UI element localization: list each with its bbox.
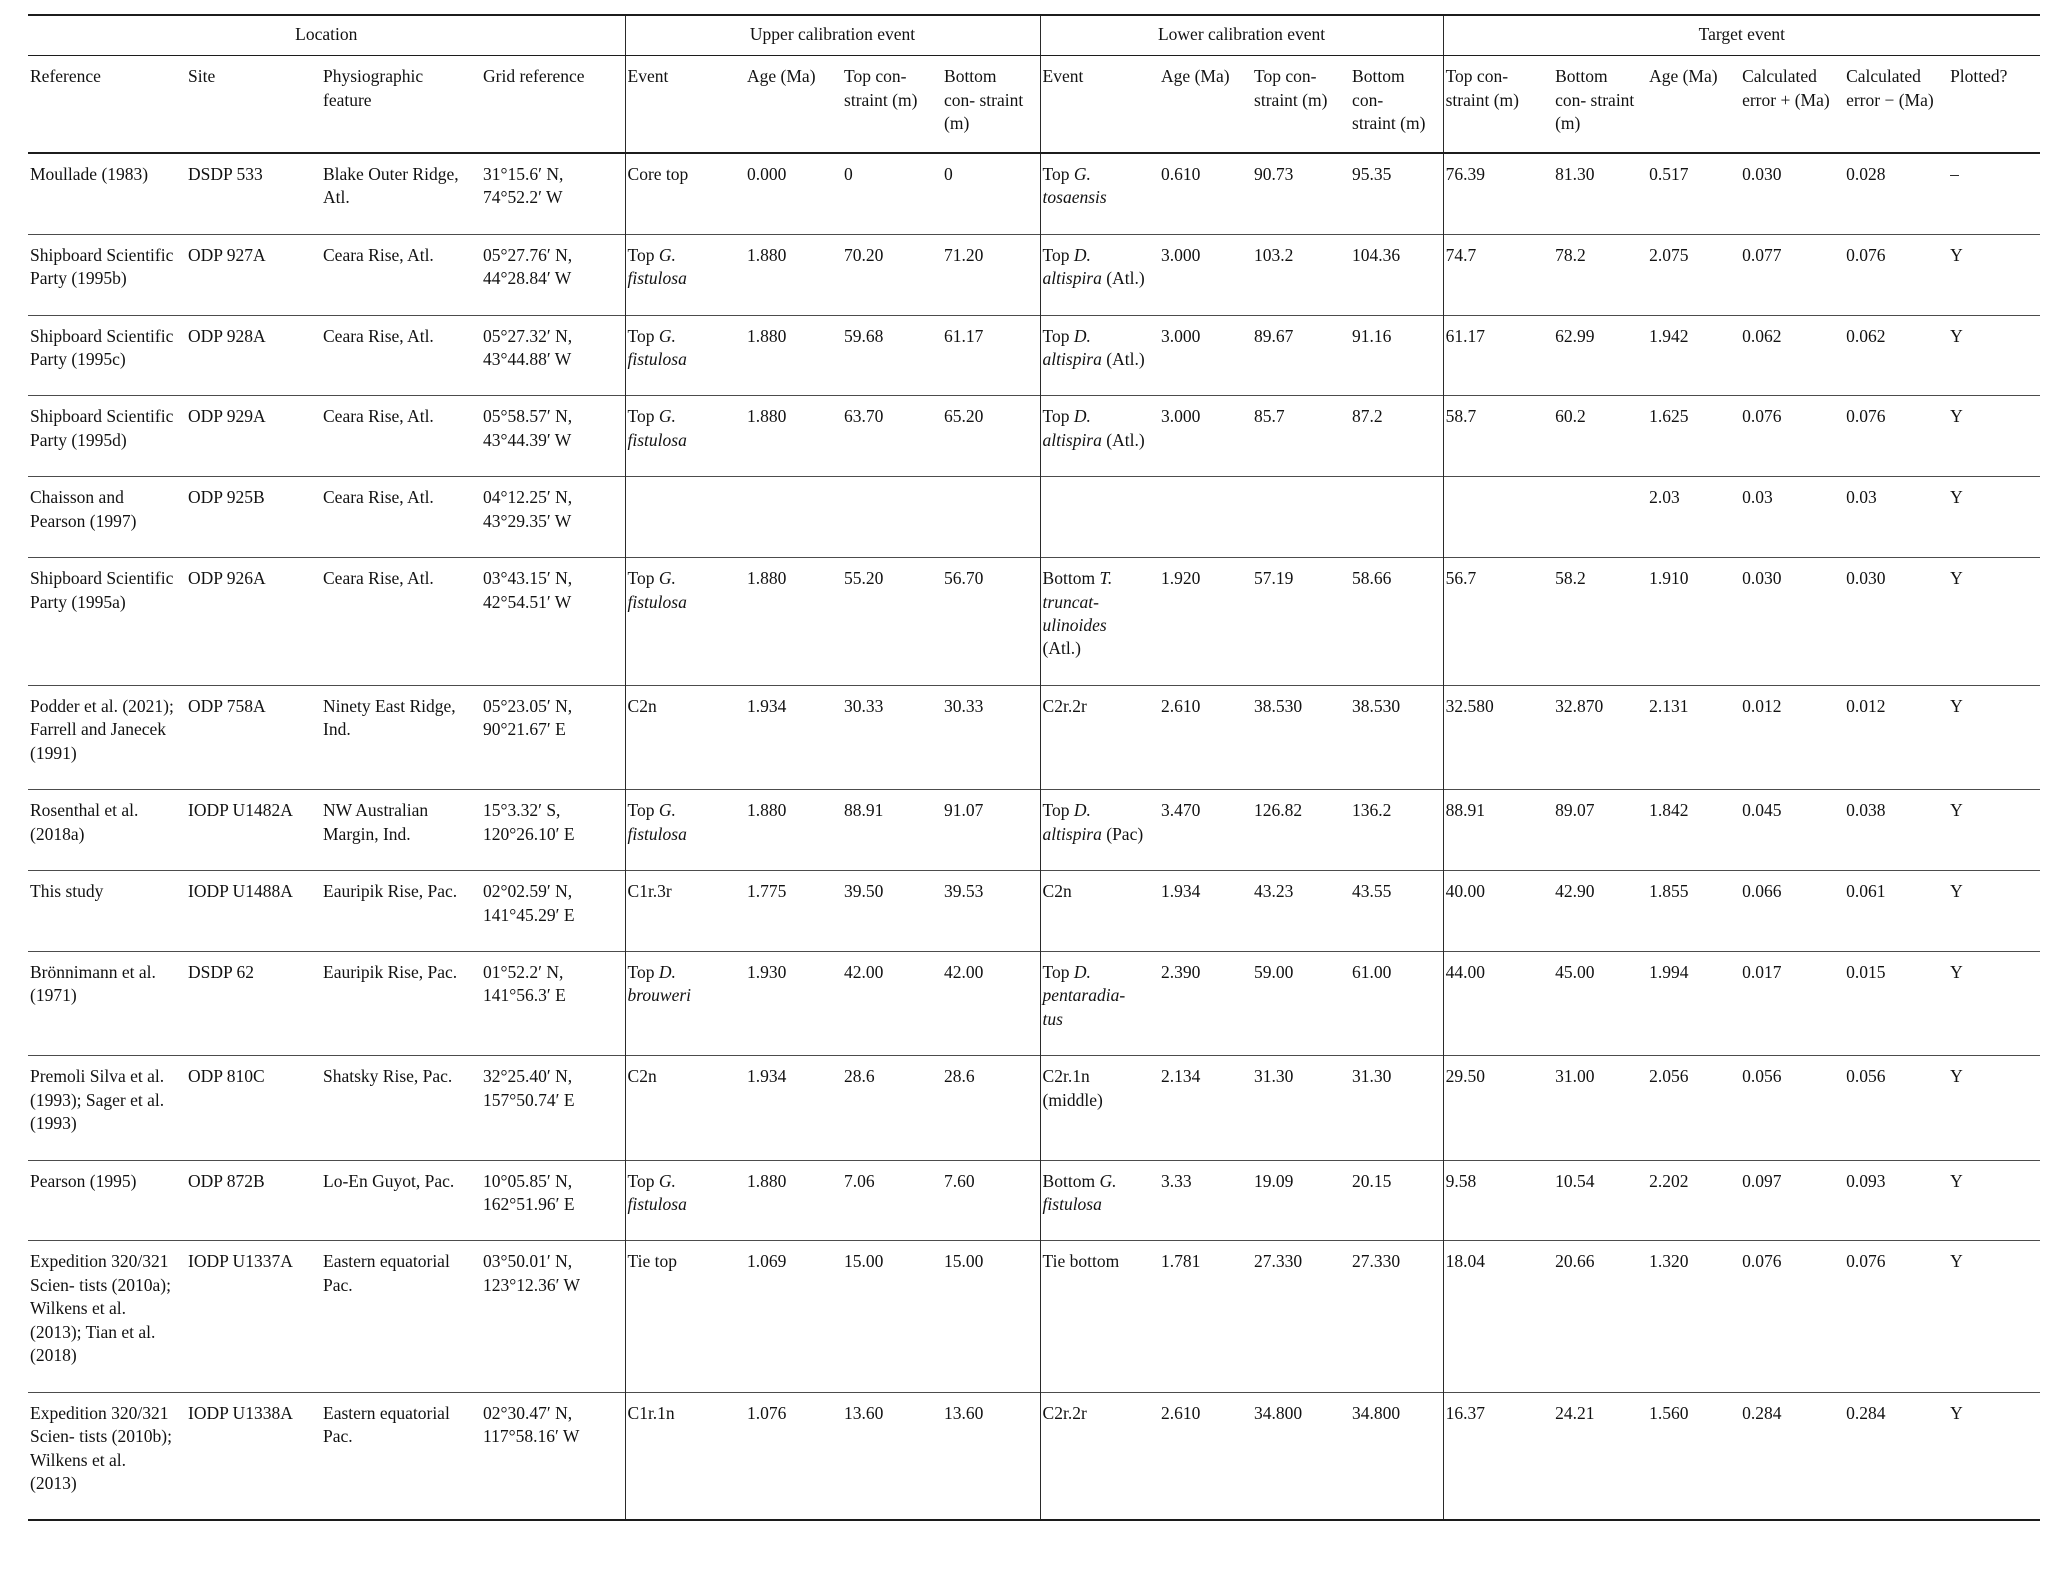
table-cell: Bottom T. truncat- ulinoides (Atl.) xyxy=(1040,558,1159,686)
table-cell: 15.00 xyxy=(944,1251,984,1272)
table-cell: Y xyxy=(1950,695,1963,716)
table-cell: Top G. fistulosa xyxy=(625,558,745,686)
table-cell: Blake Outer Ridge, Atl. xyxy=(323,163,459,208)
group-header-lower-calibration-event: Lower calibration event xyxy=(1040,15,1443,56)
table-cell: Ceara Rise, Atl. xyxy=(323,487,434,508)
table-row xyxy=(28,1056,2040,1160)
table-cell: Lo-En Guyot, Pac. xyxy=(323,1170,455,1191)
table-cell: 32.580 xyxy=(1443,685,1553,789)
table-cell: 05°23.05′ N, 90°21.67′ E xyxy=(483,695,573,740)
table-cell: 1.934 xyxy=(747,695,787,716)
table-cell: ODP 810C xyxy=(188,1066,265,1087)
table-cell: 70.20 xyxy=(844,244,884,265)
table-cell: 0.284 xyxy=(1742,1402,1782,1423)
table-cell: Y xyxy=(1950,406,1963,427)
table-cell: 0.610 xyxy=(1161,163,1201,184)
table-cell: 38.530 xyxy=(1352,695,1401,716)
column-header-site-2: Site xyxy=(186,56,321,153)
table-cell: Shipboard Scientific Party (1995d) xyxy=(30,406,174,450)
table-cell: 0.017 xyxy=(1742,961,1782,982)
column-header-calculated-error-ma-17: Calculated error − (Ma) xyxy=(1844,56,1948,153)
table-cell: 0.056 xyxy=(1742,1066,1782,1087)
table-cell: 1.625 xyxy=(1649,406,1689,427)
table-cell: Y xyxy=(1950,487,1963,508)
table-cell: 0.038 xyxy=(1846,800,1886,821)
table-cell: Podder et al. (2021); Farrell and Janecek (1991) xyxy=(30,695,174,763)
table-cell: Ceara Rise, Atl. xyxy=(323,406,434,427)
table-cell: 31.30 xyxy=(1352,1066,1392,1087)
table-cell: 56.70 xyxy=(944,568,984,589)
table-cell: Y xyxy=(1950,1170,1963,1191)
table-cell: 19.09 xyxy=(1254,1170,1294,1191)
table-cell: C2n xyxy=(625,1056,745,1160)
table-cell: Top D. altispira (Atl.) xyxy=(1040,315,1159,396)
table-cell: 28.6 xyxy=(844,1066,875,1087)
table-row xyxy=(28,1241,2040,1392)
table-cell: 44.00 xyxy=(1443,951,1553,1055)
table-cell: 0.000 xyxy=(747,163,787,184)
table-cell: 1.781 xyxy=(1161,1251,1201,1272)
column-header-event-5: Event xyxy=(625,56,745,153)
table-cell: 61.17 xyxy=(1443,315,1553,396)
table-cell: 04°12.25′ N, 43°29.35′ W xyxy=(483,487,573,531)
table-cell: 65.20 xyxy=(944,406,984,427)
table-cell: Bottom G. fistulosa xyxy=(1040,1160,1159,1241)
table-cell: 01°52.2′ N, 141°56.3′ E xyxy=(483,961,566,1006)
table-cell: 3.000 xyxy=(1161,406,1201,427)
column-header-bottom-con-straint-m-14: Bottom con- straint (m) xyxy=(1553,56,1647,153)
table-cell: 59.68 xyxy=(844,325,884,346)
table-cell: 90.73 xyxy=(1254,163,1294,184)
table-cell: C1r.1n xyxy=(625,1392,745,1520)
table-cell xyxy=(745,477,842,558)
table-cell: 32°25.40′ N, 157°50.74′ E xyxy=(483,1066,575,1110)
table-cell: 0.056 xyxy=(1846,1066,1886,1087)
column-header-top-con-straint-m-11: Top con- straint (m) xyxy=(1252,56,1350,153)
table-cell: Chaisson and Pearson (1997) xyxy=(30,487,137,531)
table-cell: 2.134 xyxy=(1161,1066,1201,1087)
table-row xyxy=(28,558,2040,686)
table-cell: 58.66 xyxy=(1352,568,1392,589)
table-cell: 03°50.01′ N, 123°12.36′ W xyxy=(483,1251,581,1295)
table-cell: 32.870 xyxy=(1555,695,1604,716)
table-cell: 27.330 xyxy=(1352,1251,1401,1272)
table-cell: ODP 926A xyxy=(188,568,266,589)
table-cell: Shatsky Rise, Pac. xyxy=(323,1066,453,1087)
table-row xyxy=(28,477,2040,558)
table-cell: 1.069 xyxy=(747,1251,787,1272)
table-cell: 1.880 xyxy=(747,406,787,427)
table-cell: 76.39 xyxy=(1443,153,1553,234)
table-cell: 1.560 xyxy=(1649,1402,1689,1423)
table-cell: 30.33 xyxy=(844,695,884,716)
table-cell: Top D. altispira (Atl.) xyxy=(1040,396,1159,477)
table-cell: 3.000 xyxy=(1161,325,1201,346)
table-cell: Top D. altispira (Pac) xyxy=(1040,790,1159,871)
table-cell: Top D. pentaradia- tus xyxy=(1040,951,1159,1055)
table-cell: 42.00 xyxy=(844,961,884,982)
table-cell: C1r.3r xyxy=(625,871,745,952)
table-cell: Shipboard Scientific Party (1995a) xyxy=(30,568,174,612)
table-cell: Ceara Rise, Atl. xyxy=(323,244,434,265)
table-cell: 1.942 xyxy=(1649,325,1689,346)
table-cell: 0.093 xyxy=(1846,1170,1886,1191)
group-header-location: Location xyxy=(28,15,625,56)
table-cell: Eastern equatorial Pac. xyxy=(323,1251,450,1295)
table-cell: NW Australian Margin, Ind. xyxy=(323,800,429,844)
table-cell: 1.920 xyxy=(1161,568,1201,589)
table-cell: IODP U1488A xyxy=(188,881,293,902)
table-cell: 0.030 xyxy=(1846,568,1886,589)
column-header-plotted-18: Plotted? xyxy=(1948,56,2040,153)
table-cell: Y xyxy=(1950,1066,1963,1087)
calibration-table xyxy=(28,14,2040,1521)
table-cell xyxy=(1040,477,1159,558)
table-cell: 13.60 xyxy=(844,1402,884,1423)
column-header-row xyxy=(28,56,2040,153)
table-cell: 85.7 xyxy=(1254,406,1285,427)
table-cell: Shipboard Scientific Party (1995b) xyxy=(30,244,174,289)
table-cell: ODP 929A xyxy=(188,406,266,427)
table-cell: 61.00 xyxy=(1352,961,1392,982)
table-cell: DSDP 62 xyxy=(188,961,254,982)
table-cell: 87.2 xyxy=(1352,406,1383,427)
table-cell: 20.15 xyxy=(1352,1170,1392,1191)
table-cell: 58.7 xyxy=(1443,396,1553,477)
table-cell: 0.076 xyxy=(1742,1251,1782,1272)
table-cell: ODP 758A xyxy=(188,695,266,716)
table-cell: Rosenthal et al. (2018a) xyxy=(30,800,139,844)
table-cell: 34.800 xyxy=(1254,1402,1303,1423)
table-cell: 1.880 xyxy=(747,568,787,589)
table-cell: 03°43.15′ N, 42°54.51′ W xyxy=(483,568,573,612)
column-header-calculated-error-ma-16: Calculated error + (Ma) xyxy=(1740,56,1844,153)
table-cell: IODP U1338A xyxy=(188,1402,293,1423)
table-cell: 42.90 xyxy=(1555,881,1595,902)
table-cell: 24.21 xyxy=(1555,1402,1595,1423)
table-cell: 43.23 xyxy=(1254,881,1294,902)
table-cell: 10°05.85′ N, 162°51.96′ E xyxy=(483,1170,575,1214)
table-cell: C2r.1n (middle) xyxy=(1040,1056,1159,1160)
table-cell: 126.82 xyxy=(1254,800,1303,821)
table-cell: 31.30 xyxy=(1254,1066,1294,1087)
table-cell: Y xyxy=(1950,1251,1963,1272)
table-cell: 0.284 xyxy=(1846,1402,1886,1423)
table-cell: ODP 927A xyxy=(188,244,266,265)
table-cell: 2.390 xyxy=(1161,961,1201,982)
table-row xyxy=(28,1160,2040,1241)
table-cell: 2.03 xyxy=(1649,487,1680,508)
table-cell: 63.70 xyxy=(844,406,884,427)
table-cell: 1.775 xyxy=(747,881,787,902)
table-cell: 61.17 xyxy=(944,325,984,346)
table-cell: ODP 872B xyxy=(188,1170,265,1191)
table-cell: 3.000 xyxy=(1161,244,1201,265)
table-row xyxy=(28,951,2040,1055)
column-header-grid-reference-4: Grid reference xyxy=(481,56,625,153)
table-body xyxy=(28,153,2040,1521)
table-header xyxy=(28,15,2040,153)
table-cell: 0.012 xyxy=(1742,695,1782,716)
table-cell: Ninety East Ridge, Ind. xyxy=(323,695,456,740)
table-cell: Top G. fistulosa xyxy=(625,396,745,477)
table-cell: 0.03 xyxy=(1846,487,1877,508)
table-cell: 3.33 xyxy=(1161,1170,1192,1191)
table-cell: Core top xyxy=(625,153,745,234)
table-cell: Shipboard Scientific Party (1995c) xyxy=(30,325,174,369)
table-cell: 1.910 xyxy=(1649,568,1689,589)
table-cell: Top G. fistulosa xyxy=(625,1160,745,1241)
table-cell: 0.066 xyxy=(1742,881,1782,902)
table-cell: 1.076 xyxy=(747,1402,787,1423)
table-cell: 71.20 xyxy=(944,244,984,265)
table-cell: 42.00 xyxy=(944,961,984,982)
table-cell: 1.994 xyxy=(1649,961,1689,982)
table-cell: Top G. tosaensis xyxy=(1040,153,1159,234)
table-cell: 0.076 xyxy=(1846,244,1886,265)
table-cell: 20.66 xyxy=(1555,1251,1595,1272)
table-cell: Y xyxy=(1950,961,1963,982)
table-cell: 05°27.32′ N, 43°44.88′ W xyxy=(483,325,573,369)
table-cell: Brönnimann et al. (1971) xyxy=(30,961,156,1006)
table-cell: 39.50 xyxy=(844,881,884,902)
table-cell: IODP U1337A xyxy=(188,1251,293,1272)
column-header-age-ma-10: Age (Ma) xyxy=(1159,56,1252,153)
table-cell: 74.7 xyxy=(1443,234,1553,315)
table-cell: 31°15.6′ N, 74°52.2′ W xyxy=(483,163,564,208)
table-cell: Ceara Rise, Atl. xyxy=(323,568,434,589)
table-cell: 2.075 xyxy=(1649,244,1689,265)
table-cell: 0.076 xyxy=(1846,406,1886,427)
table-cell: IODP U1482A xyxy=(188,800,293,821)
table-cell: 2.056 xyxy=(1649,1066,1689,1087)
table-cell xyxy=(1553,477,1647,558)
table-cell: This study xyxy=(30,881,104,902)
table-cell: 02°02.59′ N, 141°45.29′ E xyxy=(483,881,575,925)
column-header-event-9: Event xyxy=(1040,56,1159,153)
table-cell: 0 xyxy=(844,163,853,184)
table-row xyxy=(28,1392,2040,1520)
table-cell: 91.16 xyxy=(1352,325,1392,346)
table-cell: Top G. fistulosa xyxy=(625,234,745,315)
table-cell: 1.930 xyxy=(747,961,787,982)
table-cell: 18.04 xyxy=(1443,1241,1553,1392)
table-cell: Top D. altispira (Atl.) xyxy=(1040,234,1159,315)
table-cell: 1.320 xyxy=(1649,1251,1689,1272)
table-cell: 57.19 xyxy=(1254,568,1294,589)
table-row xyxy=(28,685,2040,789)
table-cell: 34.800 xyxy=(1352,1402,1401,1423)
table-cell: C2r.2r xyxy=(1040,1392,1159,1520)
table-cell: Expedition 320/321 Scien- tists (2010a); Wilkens et al. (2013); Tian et al. (2018) xyxy=(30,1251,171,1366)
table-cell: 0.030 xyxy=(1742,568,1782,589)
table-cell: Tie top xyxy=(625,1241,745,1392)
column-header-bottom-con-straint-m-12: Bottom con- straint (m) xyxy=(1350,56,1443,153)
table-cell: 55.20 xyxy=(844,568,884,589)
table-cell: 1.880 xyxy=(747,244,787,265)
table-cell: C2n xyxy=(625,685,745,789)
table-cell xyxy=(842,477,942,558)
table-cell: 05°27.76′ N, 44°28.84′ W xyxy=(483,244,573,289)
table-cell: 0.061 xyxy=(1846,881,1886,902)
table-cell: 0.076 xyxy=(1846,1251,1886,1272)
table-row xyxy=(28,153,2040,234)
table-cell: 9.58 xyxy=(1443,1160,1553,1241)
table-cell: 91.07 xyxy=(944,800,984,821)
table-cell: Eauripik Rise, Pac. xyxy=(323,961,458,982)
table-cell: Eastern equatorial Pac. xyxy=(323,1402,450,1447)
table-cell: 1.880 xyxy=(747,325,787,346)
table-cell: Y xyxy=(1950,881,1963,902)
table-cell: 0.097 xyxy=(1742,1170,1782,1191)
column-header-physiographic-feature-3: Physiographic feature xyxy=(321,56,481,153)
table-cell: 1.934 xyxy=(1161,881,1201,902)
table-cell: Moullade (1983) xyxy=(30,163,149,184)
table-cell: 0.062 xyxy=(1742,325,1782,346)
table-cell: 56.7 xyxy=(1443,558,1553,686)
column-header-reference-1: Reference xyxy=(28,56,186,153)
column-header-top-con-straint-m-13: Top con- straint (m) xyxy=(1443,56,1553,153)
table-cell: 31.00 xyxy=(1555,1066,1595,1087)
table-cell: 136.2 xyxy=(1352,800,1392,821)
table-cell: Pearson (1995) xyxy=(30,1170,137,1191)
table-cell: 43.55 xyxy=(1352,881,1392,902)
table-cell: 0.03 xyxy=(1742,487,1773,508)
table-cell: 0.077 xyxy=(1742,244,1782,265)
table-cell: – xyxy=(1950,163,1959,184)
table-cell: 2.202 xyxy=(1649,1170,1689,1191)
table-cell: 58.2 xyxy=(1555,568,1586,589)
table-cell: 1.855 xyxy=(1649,881,1689,902)
table-cell: C2n xyxy=(1040,871,1159,952)
table-cell: 1.880 xyxy=(747,800,787,821)
table-cell: 30.33 xyxy=(944,695,984,716)
table-cell: 28.6 xyxy=(944,1066,975,1087)
table-cell: 59.00 xyxy=(1254,961,1294,982)
table-cell: 88.91 xyxy=(1443,790,1553,871)
column-header-top-con-straint-m-7: Top con- straint (m) xyxy=(842,56,942,153)
table-cell: Eauripik Rise, Pac. xyxy=(323,881,458,902)
table-cell: 15°3.32′ S, 120°26.10′ E xyxy=(483,800,575,844)
table-cell: Y xyxy=(1950,244,1963,265)
table-cell xyxy=(1252,477,1350,558)
table-cell: 38.530 xyxy=(1254,695,1303,716)
table-cell: ODP 925B xyxy=(188,487,265,508)
table-cell: 2.131 xyxy=(1649,695,1689,716)
table-cell: Y xyxy=(1950,325,1963,346)
table-cell: 27.330 xyxy=(1254,1251,1303,1272)
table-cell: Y xyxy=(1950,1402,1963,1423)
table-cell: Top G. fistulosa xyxy=(625,790,745,871)
table-cell: 0 xyxy=(944,163,953,184)
table-cell: Y xyxy=(1950,568,1963,589)
table-cell: 05°58.57′ N, 43°44.39′ W xyxy=(483,406,573,450)
table-cell: 0.030 xyxy=(1742,163,1782,184)
table-cell: 45.00 xyxy=(1555,961,1595,982)
table-cell: 88.91 xyxy=(844,800,884,821)
table-cell xyxy=(1443,477,1553,558)
column-header-bottom-con-straint-m-8: Bottom con- straint (m) xyxy=(942,56,1040,153)
table-cell: 15.00 xyxy=(844,1251,884,1272)
table-cell: DSDP 533 xyxy=(188,163,263,184)
table-cell: Premoli Silva et al. (1993); Sager et al. (1993) xyxy=(30,1066,165,1134)
table-row xyxy=(28,234,2040,315)
table-cell: Top G. fistulosa xyxy=(625,315,745,396)
table-cell xyxy=(1159,477,1252,558)
table-cell xyxy=(1350,477,1443,558)
table-cell: 0.062 xyxy=(1846,325,1886,346)
table-cell: 02°30.47′ N, 117°58.16′ W xyxy=(483,1402,580,1447)
group-header-target-event: Target event xyxy=(1443,15,2040,56)
table-cell: Expedition 320/321 Scien- tists (2010b); Wilkens et al. (2013) xyxy=(30,1402,172,1493)
table-cell: Ceara Rise, Atl. xyxy=(323,325,434,346)
column-header-age-ma-6: Age (Ma) xyxy=(745,56,842,153)
table-cell: 60.2 xyxy=(1555,406,1586,427)
table-cell: 1.842 xyxy=(1649,800,1689,821)
table-row xyxy=(28,315,2040,396)
table-cell: C2r.2r xyxy=(1040,685,1159,789)
table-cell: 1.934 xyxy=(747,1066,787,1087)
table-cell: Y xyxy=(1950,800,1963,821)
table-cell: 104.36 xyxy=(1352,244,1401,265)
table-cell: 1.880 xyxy=(747,1170,787,1191)
table-cell xyxy=(942,477,1040,558)
table-cell: 7.06 xyxy=(844,1170,875,1191)
table-cell: 29.50 xyxy=(1443,1056,1553,1160)
group-header-upper-calibration-event: Upper calibration event xyxy=(625,15,1040,56)
table-cell xyxy=(625,477,745,558)
table-cell: 13.60 xyxy=(944,1402,984,1423)
table-cell: 40.00 xyxy=(1443,871,1553,952)
table-cell: 0.076 xyxy=(1742,406,1782,427)
table-cell: 78.2 xyxy=(1555,244,1586,265)
column-header-age-ma-15: Age (Ma) xyxy=(1647,56,1740,153)
table-cell: 103.2 xyxy=(1254,244,1294,265)
table-cell: 89.07 xyxy=(1555,800,1595,821)
table-cell: 0.517 xyxy=(1649,163,1689,184)
table-cell: 0.012 xyxy=(1846,695,1886,716)
table-cell: 2.610 xyxy=(1161,1402,1201,1423)
table-row xyxy=(28,790,2040,871)
table-cell: 10.54 xyxy=(1555,1170,1595,1191)
table-cell: 95.35 xyxy=(1352,163,1392,184)
table-cell: 89.67 xyxy=(1254,325,1294,346)
table-cell: 81.30 xyxy=(1555,163,1595,184)
table-cell: 39.53 xyxy=(944,881,984,902)
table-cell: 0.045 xyxy=(1742,800,1782,821)
table-cell: 16.37 xyxy=(1443,1392,1553,1520)
table-cell: 3.470 xyxy=(1161,800,1201,821)
table-row xyxy=(28,396,2040,477)
group-header-row xyxy=(28,15,2040,56)
table-cell: 0.015 xyxy=(1846,961,1886,982)
table-cell: ODP 928A xyxy=(188,325,266,346)
table-cell: 62.99 xyxy=(1555,325,1595,346)
table-cell: 7.60 xyxy=(944,1170,975,1191)
table-cell: 2.610 xyxy=(1161,695,1201,716)
table-cell: Tie bottom xyxy=(1040,1241,1159,1392)
table-row xyxy=(28,871,2040,952)
table-cell: Top D. brouweri xyxy=(625,951,745,1055)
table-cell: 0.028 xyxy=(1846,163,1886,184)
